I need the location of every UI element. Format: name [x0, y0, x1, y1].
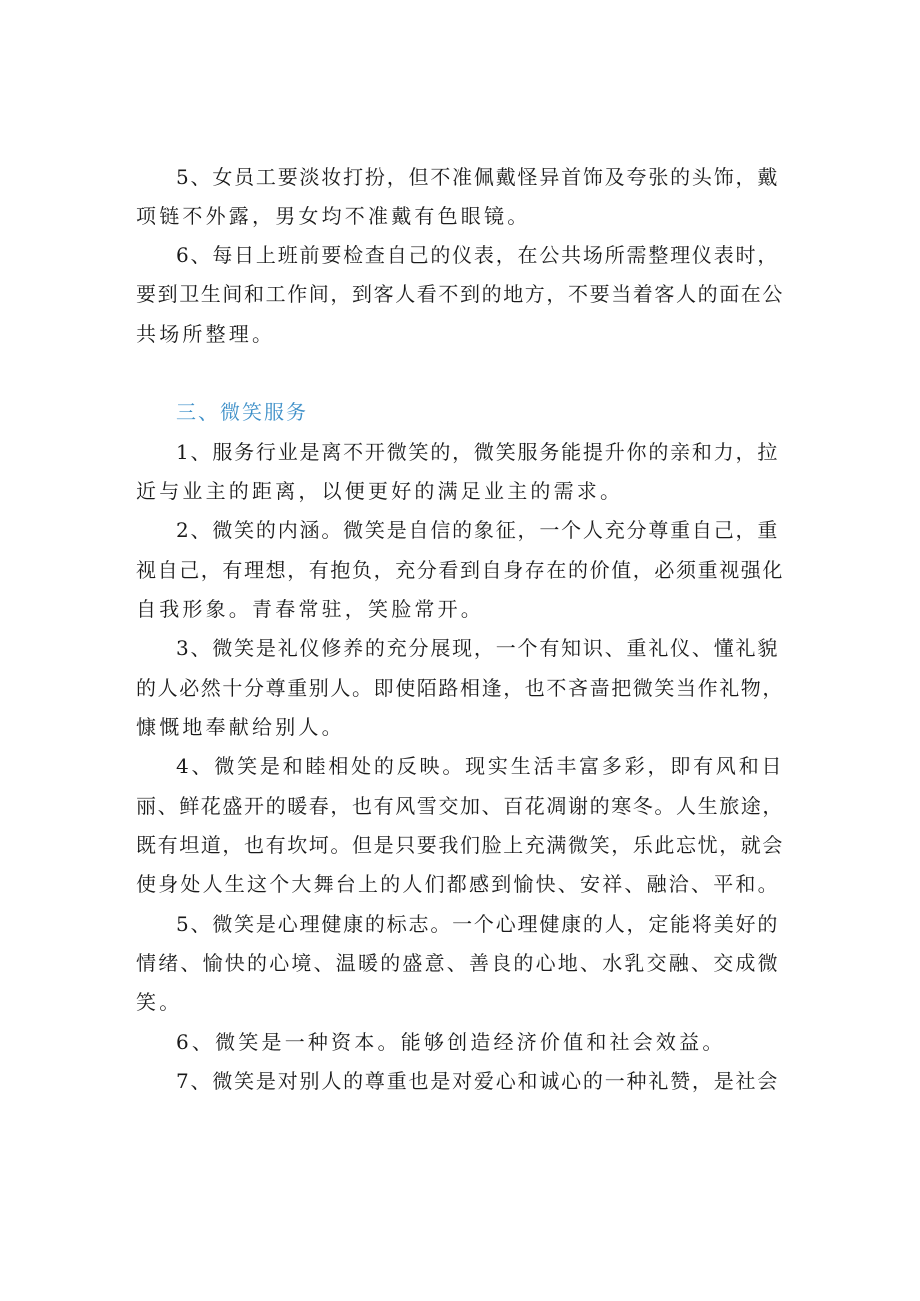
paragraph-line: 慷慨地奉献给别人。	[136, 715, 345, 739]
paragraph-line: 丽、鲜花盛开的暖春，也有风雪交加、百花凋谢的寒冬。人生旅途，	[136, 794, 784, 818]
paragraph-line: 情绪、愉快的心境、温暖的盛意、善良的心地、水乳交融、交成微	[136, 951, 780, 975]
paragraph-line: 项链不外露，男女均不准戴有色眼镜。	[136, 204, 531, 228]
paragraph-line: 5、微笑是心理健康的标志。一个心理健康的人，定能将美好的	[176, 912, 780, 936]
paragraph-line: 6、微笑是一种资本。能够创造经济价值和社会效益。	[176, 1030, 726, 1054]
paragraph-line: 7、微笑是对别人的尊重也是对爱心和诚心的一种礼赞，是社会	[176, 1069, 780, 1093]
paragraph-line: 的人必然十分尊重别人。即使陌路相逢，也不吝啬把微笑当作礼物，	[136, 676, 784, 700]
paragraph-line: 近与业主的距离，以便更好的满足业主的需求。	[136, 479, 624, 503]
paragraph-line: 1、服务行业是离不开微笑的，微笑服务能提升你的亲和力，拉	[176, 440, 780, 464]
paragraph-line: 要到卫生间和工作间，到客人看不到的地方，不要当着客人的面在公	[136, 282, 784, 306]
paragraph-line: 笑。	[136, 990, 183, 1014]
paragraph-line: 2、微笑的内涵。微笑是自信的象征，一个人充分尊重自己，重	[176, 518, 780, 542]
paragraph-line: 4、微笑是和睦相处的反映。现实生活丰富多彩，即有风和日	[176, 754, 785, 778]
paragraph-line: 使身处人生这个大舞台上的人们都感到愉快、安祥、融洽、平和。	[136, 872, 780, 896]
paragraph-line: 既有坦道，也有坎坷。但是只要我们脸上充满微笑，乐此忘忧，就会	[136, 833, 784, 857]
paragraph-line: 6、每日上班前要检查自己的仪表，在公共场所需整理仪表时，	[176, 243, 780, 267]
section-heading: 三、微笑服务	[176, 400, 308, 424]
paragraph-line: 3、微笑是礼仪修养的充分展现，一个有知识、重礼仪、懂礼貌	[176, 636, 780, 660]
paragraph-line: 自我形象。青春常驻，笑脸常开。	[136, 597, 484, 621]
paragraph-line: 视自己，有理想，有抱负，充分看到自身存在的价值，必须重视强化	[136, 558, 784, 582]
paragraph-line: 5、女员工要淡妆打扮，但不准佩戴怪异首饰及夸张的头饰，戴	[176, 165, 780, 189]
paragraph-line: 共场所整理。	[136, 322, 276, 346]
